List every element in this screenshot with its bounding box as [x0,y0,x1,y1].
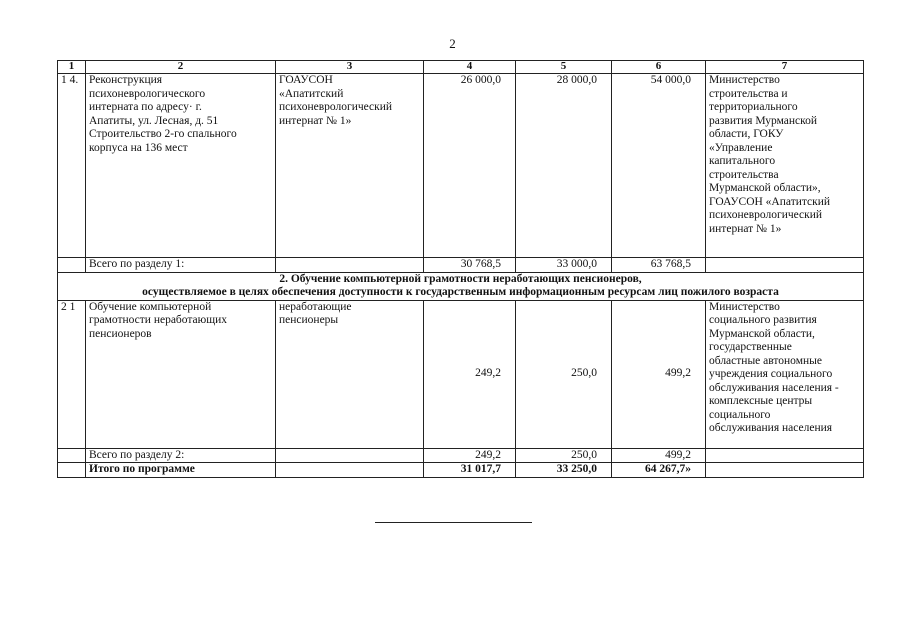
value-col4: 249,2 [424,300,516,448]
value-col4: 26 000,0 [424,74,516,258]
column-number-row [58,61,864,74]
column-header: 2 [86,61,276,74]
section-total-row [58,258,864,273]
section-heading-line1: 2. Обучение компьютерной грамотности неработающих пенсионеров, [279,272,642,285]
column-header: 3 [276,61,424,74]
column-header: 4 [424,61,516,74]
table-row [58,74,864,258]
responsible: Министерство социального развития Мурманской области, государственные областные автономные учреждения социального обслуживания населения - комплексные центры социального обслуживания населения [706,300,864,448]
executor: ГОАУСОН «Апатитский психоневрологический интернат № 1» [276,74,424,258]
end-separator-line [375,522,532,523]
column-header: 1 [58,61,86,74]
grand-total-col5: 33 250,0 [516,463,612,478]
table-row [58,300,864,448]
value-col6: 499,2 [612,300,706,448]
total-col4: 249,2 [424,448,516,463]
program-table [57,60,864,478]
activity-name: Обучение компьютерной грамотности неработающих пенсионеров [86,300,276,448]
grand-total-col4: 31 017,7 [424,463,516,478]
grand-total-label: Итого по программе [86,463,276,478]
column-header: 6 [612,61,706,74]
responsible: Министерство строительства и территориального развития Мурманской области, ГОКУ «Управление капитального строительства Мурманской области», ГОАУСОН «Апатитский психоневрологический интернат № 1» [706,74,864,258]
total-col6: 499,2 [612,448,706,463]
section-heading-row [58,272,864,300]
value-col5: 250,0 [516,300,612,448]
column-header: 5 [516,61,612,74]
row-number: 2 1 [58,300,86,448]
total-col5: 250,0 [516,448,612,463]
value-col5: 28 000,0 [516,74,612,258]
executor: неработающие пенсионеры [276,300,424,448]
total-label: Всего по разделу 2: [86,448,276,463]
grand-total-row [58,463,864,478]
total-col6: 63 768,5 [612,258,706,273]
total-label: Всего по разделу 1: [86,258,276,273]
activity-name: Реконструкция психоневрологического интерната по адресу· г. Апатиты, ул. Лесная, д. 51 Строительство 2-го спального корпуса на 136 мест [86,74,276,258]
column-header: 7 [706,61,864,74]
row-number: 1 4. [58,74,86,258]
total-col5: 33 000,0 [516,258,612,273]
value-col6: 54 000,0 [612,74,706,258]
grand-total-col6: 64 267,7» [612,463,706,478]
page-number: 2 [449,36,456,51]
total-col4: 30 768,5 [424,258,516,273]
section-total-row [58,448,864,463]
section-heading-line2: осуществляемое в целях обеспечения доступности к государственным информационным ресурсам лиц пожилого возраста [142,286,779,298]
